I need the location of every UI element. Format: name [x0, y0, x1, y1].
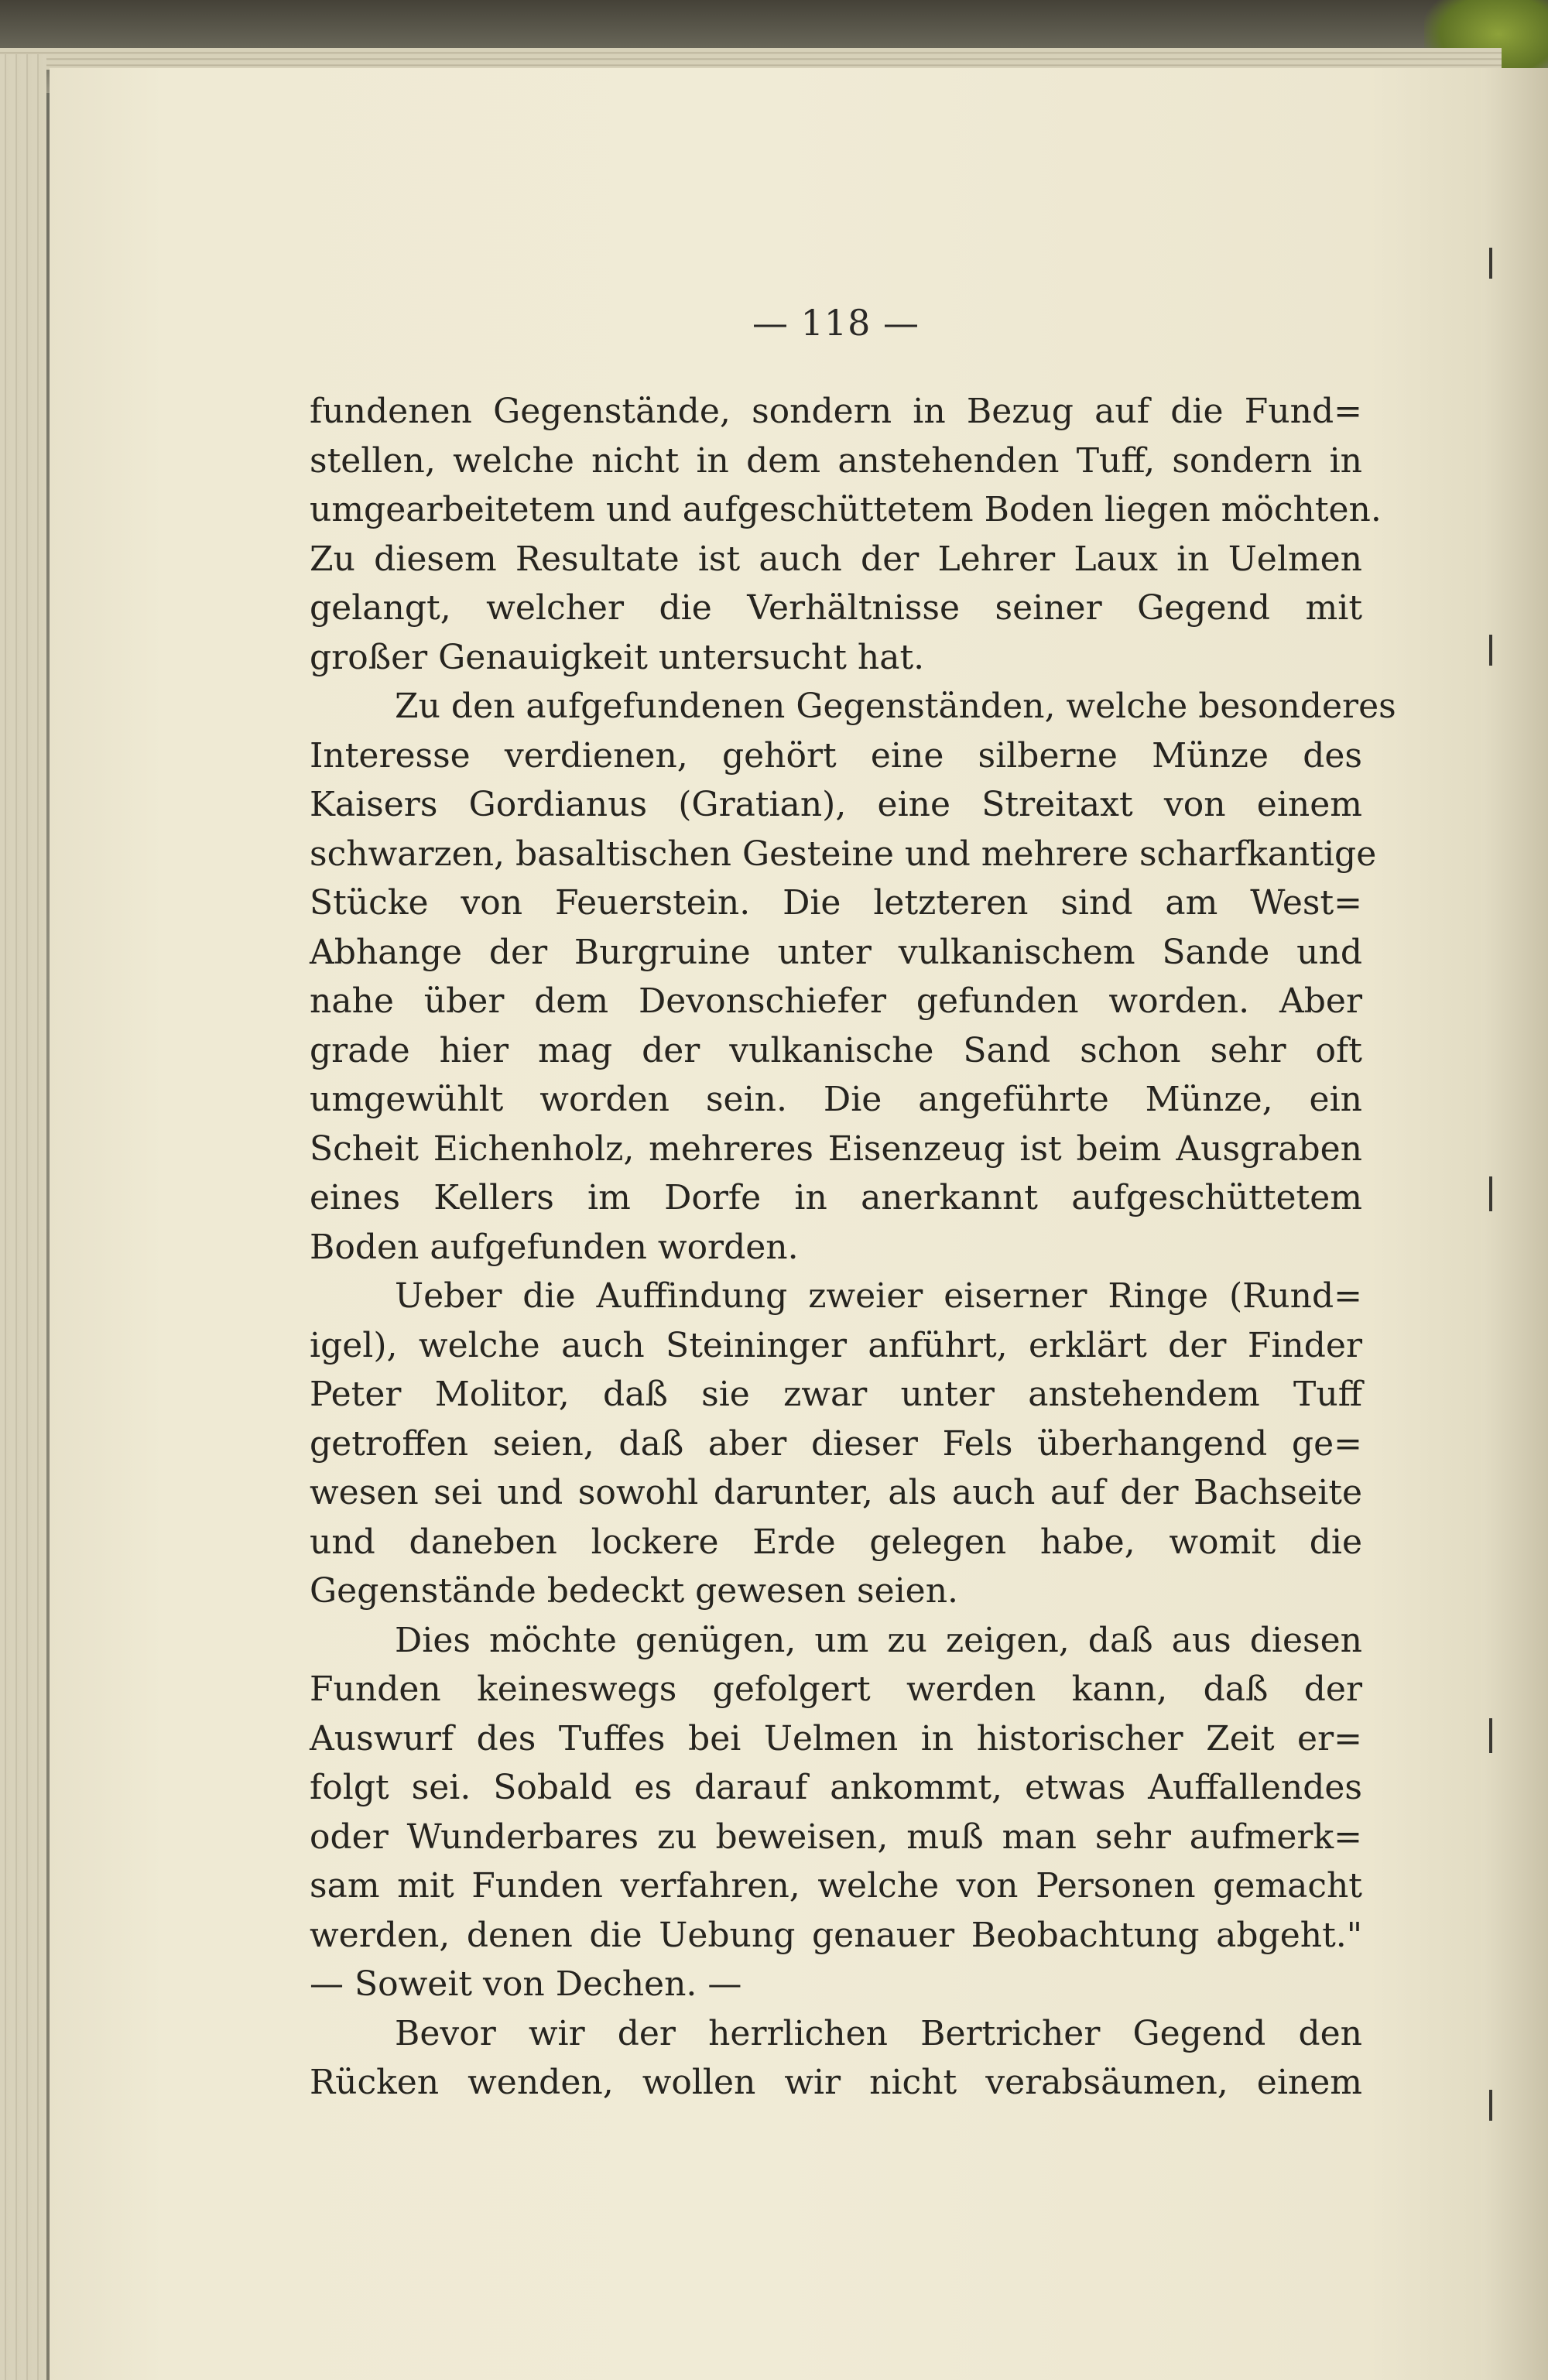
margin-mark	[1489, 2090, 1492, 2121]
text-line: folgt sei. Sobald es darauf ankommt, etwas Auffallendes	[310, 1768, 1362, 1807]
text-line: schwarzen, basaltischen Gesteine und mehrere scharfkantige	[310, 834, 1377, 874]
text-line: Stücke von Feuerstein. Die letzteren sind am West=	[310, 883, 1362, 923]
text-line: grade hier mag der vulkanische Sand schon sehr oft	[310, 1030, 1362, 1070]
text-line: Zu diesem Resultate ist auch der Lehrer Laux in Uelmen	[310, 539, 1362, 579]
margin-mark	[1489, 248, 1492, 279]
text-line: Interesse verdienen, gehört eine silberne Münze des	[310, 735, 1362, 776]
text-line: werden, denen die Uebung genauer Beobachtung abgeht."	[310, 1915, 1362, 1955]
text-line: Scheit Eichenholz, mehreres Eisenzeug ist beim Ausgraben	[310, 1128, 1362, 1169]
margin-mark	[1489, 635, 1492, 666]
page-stack-top	[0, 48, 1502, 70]
text-line: umgearbeitetem und aufgeschüttetem Boden liegen möchten.	[310, 490, 1382, 529]
text-line: Kaisers Gordianus (Gratian), eine Streitaxt von einem	[310, 785, 1362, 824]
text-line: igel), welche auch Steininger anführt, erklärt der Finder	[310, 1325, 1362, 1365]
page-number: — 118 —	[752, 302, 920, 344]
text-line: großer Genauigkeit untersucht hat.	[310, 637, 925, 677]
page-stack-left	[0, 54, 46, 2380]
text-line: Auswurf des Tuffes bei Uelmen in historischer Zeit er=	[310, 1718, 1362, 1758]
text-line: umgewühlt worden sein. Die angeführte Münze, ein	[310, 1080, 1362, 1119]
text-line: Bevor wir der herrlichen Bertricher Gegend den	[395, 2013, 1362, 2053]
text-line: Rücken wenden, wollen wir nicht verabsäumen, einem	[310, 2063, 1362, 2102]
text-line: Boden aufgefunden worden.	[310, 1227, 799, 1267]
text-line: und daneben lockere Erde gelegen habe, womit die	[310, 1522, 1362, 1562]
text-line: sam mit Funden verfahren, welche von Personen gemacht	[310, 1866, 1362, 1906]
margin-mark	[1489, 1176, 1492, 1211]
text-line: stellen, welche nicht in dem anstehenden Tuff, sondern in	[310, 440, 1362, 481]
text-line: nahe über dem Devonschiefer gefunden worden. Aber	[310, 981, 1362, 1021]
text-line: Abhange der Burgruine unter vulkanischem Sande und	[310, 932, 1362, 972]
page-fold-right	[1481, 68, 1548, 2380]
text-line: Zu den aufgefundenen Gegenständen, welche besonderes	[395, 687, 1396, 726]
text-line: oder Wunderbares zu beweisen, muß man sehr aufmerk=	[310, 1817, 1362, 1857]
text-line: eines Kellers im Dorfe in anerkannt aufgeschüttetem	[310, 1178, 1362, 1217]
text-line: Peter Molitor, daß sie zwar unter anstehendem Tuff	[310, 1375, 1362, 1414]
text-line: gelangt, welcher die Verhältnisse seiner Gegend mit	[310, 588, 1362, 628]
body-text	[310, 387, 1396, 2108]
text-line: Funden keineswegs gefolgert werden kann, daß der	[310, 1669, 1362, 1709]
text-line: — Soweit von Dechen. —	[310, 1964, 742, 2004]
text-line: fundenen Gegenstände, sondern in Bezug auf die Fund=	[310, 392, 1362, 431]
text-line: wesen sei und sowohl darunter, als auch auf der Bachseite	[310, 1473, 1362, 1512]
text-line: Dies möchte genügen, um zu zeigen, daß aus diesen	[395, 1620, 1362, 1660]
text-line: getroffen seien, daß aber dieser Fels überhangend ge=	[310, 1423, 1362, 1464]
text-line: Ueber die Auffindung zweier eiserner Ringe (Rund=	[395, 1276, 1362, 1316]
text-line: Gegenstände bedeckt gewesen seien.	[310, 1571, 959, 1611]
margin-mark	[1489, 1718, 1492, 1753]
